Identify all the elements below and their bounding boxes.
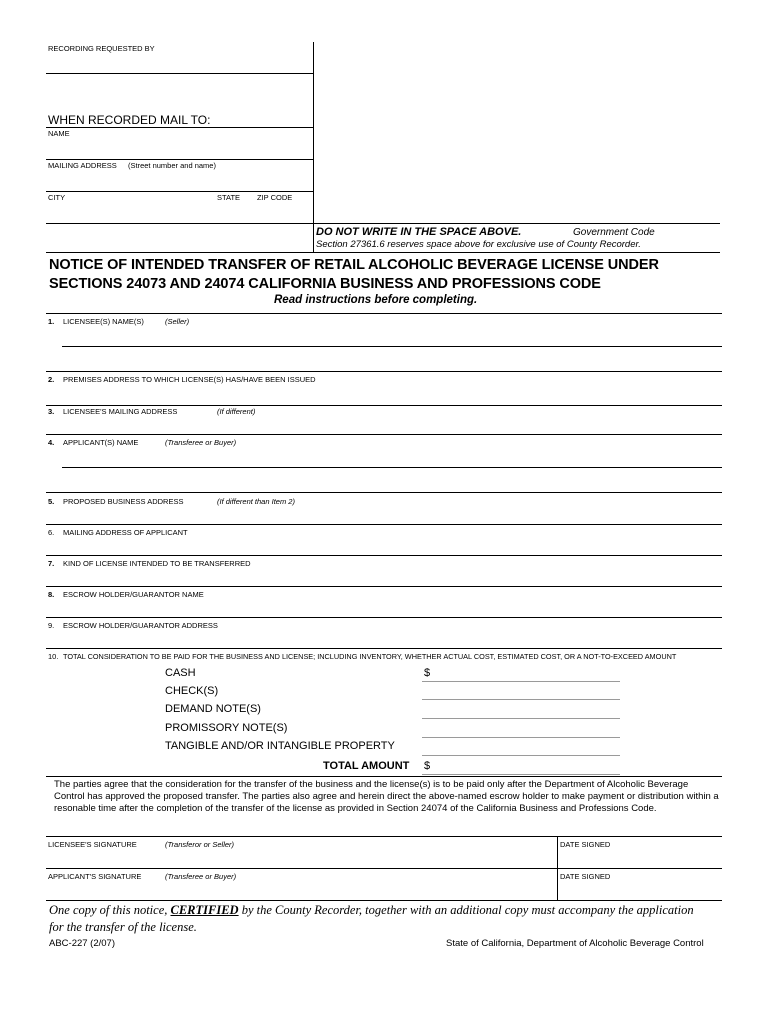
applicant-mailing-address-field[interactable] <box>46 538 722 555</box>
amount-bottom-line <box>46 776 722 777</box>
form-number: ABC-227 (2/07) <box>49 938 116 949</box>
item-label-total-consideration: TOTAL CONSIDERATION TO BE PAID FOR THE BUSINESS AND LICENSE; INCLUDING INVENTORY, WHETHER ACTUAL COST, ESTIMATED COST, OR A NOT-TO-EXCEED AMOUNT <box>63 652 677 661</box>
escrow-address-field[interactable] <box>46 631 722 648</box>
footer-note-a: One copy of this notice, <box>49 903 168 917</box>
item-label-proposed-business-address: PROPOSED BUSINESS ADDRESS <box>63 497 184 506</box>
applicant-signature-field[interactable] <box>46 882 556 900</box>
item6-bottom-line <box>46 555 722 556</box>
cash-amount-field[interactable] <box>434 665 620 680</box>
zip-label: ZIP CODE <box>257 193 293 202</box>
kind-of-license-field[interactable] <box>46 569 722 586</box>
cash-line <box>422 681 620 682</box>
state-label: STATE <box>217 193 241 202</box>
recording-mailing-address-field[interactable] <box>46 171 313 191</box>
demand-notes-line <box>422 718 620 719</box>
recording-bottom-line <box>46 223 720 224</box>
address-line <box>46 191 313 192</box>
recording-divider <box>313 42 314 252</box>
promissory-notes-line <box>422 737 620 738</box>
item-number: 2. <box>48 375 55 384</box>
licensee-signature-line <box>46 868 722 869</box>
item-number: 10. <box>48 652 59 661</box>
name-line <box>46 159 313 160</box>
recording-city-field[interactable] <box>46 203 313 223</box>
checks-amount-field[interactable] <box>422 684 620 699</box>
item-label-licensee-names: LICENSEE(S) NAME(S) <box>63 317 144 326</box>
checks-label: CHECK(S) <box>165 685 219 697</box>
mailing-address-label: MAILING ADDRESS <box>48 161 117 170</box>
demand-notes-amount-field[interactable] <box>422 702 620 717</box>
applicant-signature-line <box>46 900 722 901</box>
city-label: CITY <box>48 193 66 202</box>
item-number: 6. <box>48 528 55 537</box>
title-top-line <box>46 252 720 253</box>
item4-bottom-line <box>46 492 722 493</box>
licensee-name-field-2[interactable] <box>46 347 722 371</box>
licensee-signature-label: LICENSEE'S SIGNATURE <box>48 840 137 849</box>
applicant-date-divider <box>557 869 558 900</box>
item-number: 4. <box>48 438 55 447</box>
agreement-bottom-line <box>46 836 722 837</box>
item-label-premises-address: PREMISES ADDRESS TO WHICH LICENSE(S) HAS/HAVE BEEN ISSUED <box>63 375 316 384</box>
item8-bottom-line <box>46 617 722 618</box>
item2-bottom-line <box>46 405 722 406</box>
cash-label: CASH <box>165 667 196 679</box>
total-amount-label: TOTAL AMOUNT <box>323 760 410 772</box>
item-label-licensee-mailing-address: LICENSEE'S MAILING ADDRESS <box>63 407 178 416</box>
licensee-signature-field[interactable] <box>46 850 556 868</box>
item-hint-if-different-item2: (If different than Item 2) <box>217 497 295 506</box>
item5-bottom-line <box>46 524 722 525</box>
item1-bottom-line <box>46 371 722 372</box>
property-amount-field[interactable] <box>422 739 620 754</box>
demand-notes-label: DEMAND NOTE(S) <box>165 703 261 715</box>
item9-bottom-line <box>46 648 722 649</box>
form-subtitle: Read instructions before completing. <box>274 294 478 306</box>
government-code-label: Government Code <box>573 227 655 238</box>
footer-note-b: by the County Recorder, together with an additional copy must accompany the application <box>241 903 694 917</box>
mailing-address-hint: (Street number and name) <box>128 161 216 170</box>
mail-to-heading: WHEN RECORDED MAIL TO: <box>48 113 211 127</box>
item-number: 9. <box>48 621 55 630</box>
item-number: 3. <box>48 407 55 416</box>
item-label-kind-of-license: KIND OF LICENSE INTENDED TO BE TRANSFERRED <box>63 559 251 568</box>
property-line <box>422 755 620 756</box>
item-hint-transferee: (Transferee or Buyer) <box>165 438 237 447</box>
item-label-escrow-address: ESCROW HOLDER/GUARANTOR ADDRESS <box>63 621 218 630</box>
item-number: 1. <box>48 317 55 326</box>
applicant-name-field-2[interactable] <box>46 468 722 492</box>
licensee-name-field-1[interactable] <box>62 327 722 346</box>
item3-bottom-line <box>46 434 722 435</box>
item-label-escrow-name: ESCROW HOLDER/GUARANTOR NAME <box>63 590 204 599</box>
applicant-signature-label: APPLICANT'S SIGNATURE <box>48 872 142 881</box>
item-number: 5. <box>48 497 55 506</box>
total-currency: $ <box>424 760 431 772</box>
checks-line <box>422 699 620 700</box>
section-note: Section 27361.6 reserves space above for exclusive use of County Recorder. <box>316 239 641 250</box>
items-top-line <box>46 313 722 314</box>
item-label-applicant-names: APPLICANT(S) NAME <box>63 438 139 447</box>
agency-name: State of California, Department of Alcoholic Beverage Control <box>446 938 704 949</box>
total-line <box>422 774 620 775</box>
item-number: 7. <box>48 559 55 568</box>
form-title-line2: SECTIONS 24073 AND 24074 CALIFORNIA BUSINESS AND PROFESSIONS CODE <box>49 276 601 292</box>
licensee-date-signed-label: DATE SIGNED <box>560 840 611 849</box>
item-label-applicant-mailing-address: MAILING ADDRESS OF APPLICANT <box>63 528 188 537</box>
name-label: NAME <box>48 129 70 138</box>
property-label: TANGIBLE AND/OR INTANGIBLE PROPERTY <box>165 740 395 752</box>
licensee-mailing-address-field[interactable] <box>46 417 722 434</box>
item-number: 8. <box>48 590 55 599</box>
item-hint-seller: (Seller) <box>165 317 190 326</box>
licensee-signature-hint: (Transferor or Seller) <box>165 840 235 849</box>
licensee-date-field[interactable] <box>560 850 722 868</box>
agreement-paragraph: The parties agree that the consideration for the transfer of the business and the license(s) is to be paid only after the Department of Alcoholic Beverage Control has approved the proposed transfer. The parties also agree and herein direct the above-named escrow holder to make payment or distribution within a resonable time after the completion of the transfer of the license as provided in Section 24074 of the California Business and Professions Code. <box>54 779 719 814</box>
form-title-line1: NOTICE OF INTENDED TRANSFER OF RETAIL ALCOHOLIC BEVERAGE LICENSE UNDER <box>49 257 659 273</box>
applicant-date-signed-label: DATE SIGNED <box>560 872 611 881</box>
promissory-notes-label: PROMISSORY NOTE(S) <box>165 722 288 734</box>
premises-address-field[interactable] <box>46 385 722 404</box>
recording-line <box>46 73 313 74</box>
cash-currency: $ <box>424 667 431 679</box>
item-hint-if-different: (If different) <box>217 407 256 416</box>
recording-name-field[interactable] <box>46 139 313 159</box>
total-amount-field[interactable] <box>434 758 620 774</box>
proposed-business-address-field[interactable] <box>46 507 722 524</box>
mail-to-line <box>46 127 313 128</box>
footer-note-certified: CERTIFIED <box>170 903 239 917</box>
recording-requested-by-label: RECORDING REQUESTED BY <box>48 44 155 53</box>
promissory-notes-amount-field[interactable] <box>422 721 620 736</box>
applicant-date-field[interactable] <box>560 882 722 900</box>
escrow-name-field[interactable] <box>46 600 722 617</box>
item7-bottom-line <box>46 586 722 587</box>
footer-note-c: for the transfer of the license. <box>49 920 197 934</box>
applicant-signature-hint: (Transferee or Buyer) <box>165 872 237 881</box>
licensee-date-divider <box>557 837 558 868</box>
do-not-write-notice: DO NOT WRITE IN THE SPACE ABOVE. <box>316 226 522 238</box>
applicant-name-field-1[interactable] <box>62 448 722 467</box>
footer-note-line1 <box>49 902 694 919</box>
